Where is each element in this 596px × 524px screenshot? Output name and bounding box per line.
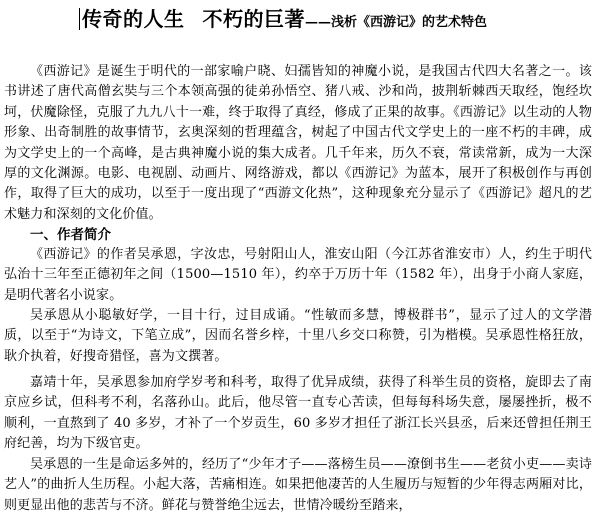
bio-paragraph-3: 嘉靖十年，吴承恩参加府学岁考和科考，取得了优异成绩，获得了科举生员的资格，旋即去了南京应乡试，但科考不利，名落孙山。此后，他尽管一直专心苦读，但每每科场失意，屡屡挫折，极不顺利，一直熬到了 40 多岁，才补了一个岁贡生，60 多岁才担任了浙江长兴县丞，后来还曾担任荆王府纪善，均为下级官吏。 (4, 375, 592, 452)
document-title (82, 7, 487, 35)
title-subtitle: ——浅析《西游记》的艺术特色 (305, 15, 488, 30)
bio-paragraph-1: 《西游记》的作者吴承恩，字汝忠，号射阳山人，淮安山阳（今江苏省淮安市）人，约生于明代弘治十三年至正德初年之间（1500—1510 年），约卒于万历十年（1582 年），出身于小商人家庭，是明代著名小说家。 (4, 247, 592, 303)
bio-paragraph-2: 吴承恩从小聪敏好学，一目十行，过目成诵。“性敏而多慧，博极群书”，显示了过人的文学潜质，以至于“为诗文，下笔立成”，因而名誉乡梓，十里八乡交口称赞，引为楷模。吴承恩性格狂放，耿介执着，好搜奇猎怪，喜为文撰著。 (4, 308, 592, 364)
section-heading: 一、作者简介 (30, 227, 111, 243)
title-main: 传奇的人生 (82, 7, 185, 31)
text-cursor (79, 8, 80, 30)
title-second: 不朽的巨著 (202, 7, 305, 31)
intro-paragraph: 《西游记》是诞生于明代的一部家喻户晓、妇孺皆知的神魔小说，是我国古代四大名著之一。该书讲述了唐代高僧玄奘与三个本领高强的徒弟孙悟空、猪八戒、沙和尚，披荆斩棘西天取经，饱经坎坷，伏魔除怪，克服了九九八十一难，终于取得了真经，修成了正果的故事。《西游记》以生动的人物形象、出奇制胜的故事情节，玄奥深刻的哲理蕴含，树起了中国古代文学史上的一座不朽的丰碑，成为文学史上的一个高峰，是古典神魔小说的集大成者。几千年来，历久不衰，常读常新，成为一大深厚的文化渊源。电影、电视剧、动画片、网络游戏，都以《西游记》为蓝本，展开了积极创作与再创作，取得了巨大的成功，以至于一度出现了“西游文化热”，这种现象充分显示了《西游记》超凡的艺术魅力和深刻的文化价值。 (4, 64, 592, 222)
bio-paragraph-4: 吴承恩的一生是命运多舛的，经历了“少年才子——落榜生员——潦倒书生——老贫小吏——卖诗艺人”的曲折人生历程。小起大落，苦痛相连。如果把他凄苦的人生履历与短暂的少年得志两厢对比，则更显出他的悲苦与不济。鲜花与赞誉绝尘远去，世情冷暖纷至踏来， (4, 457, 592, 513)
